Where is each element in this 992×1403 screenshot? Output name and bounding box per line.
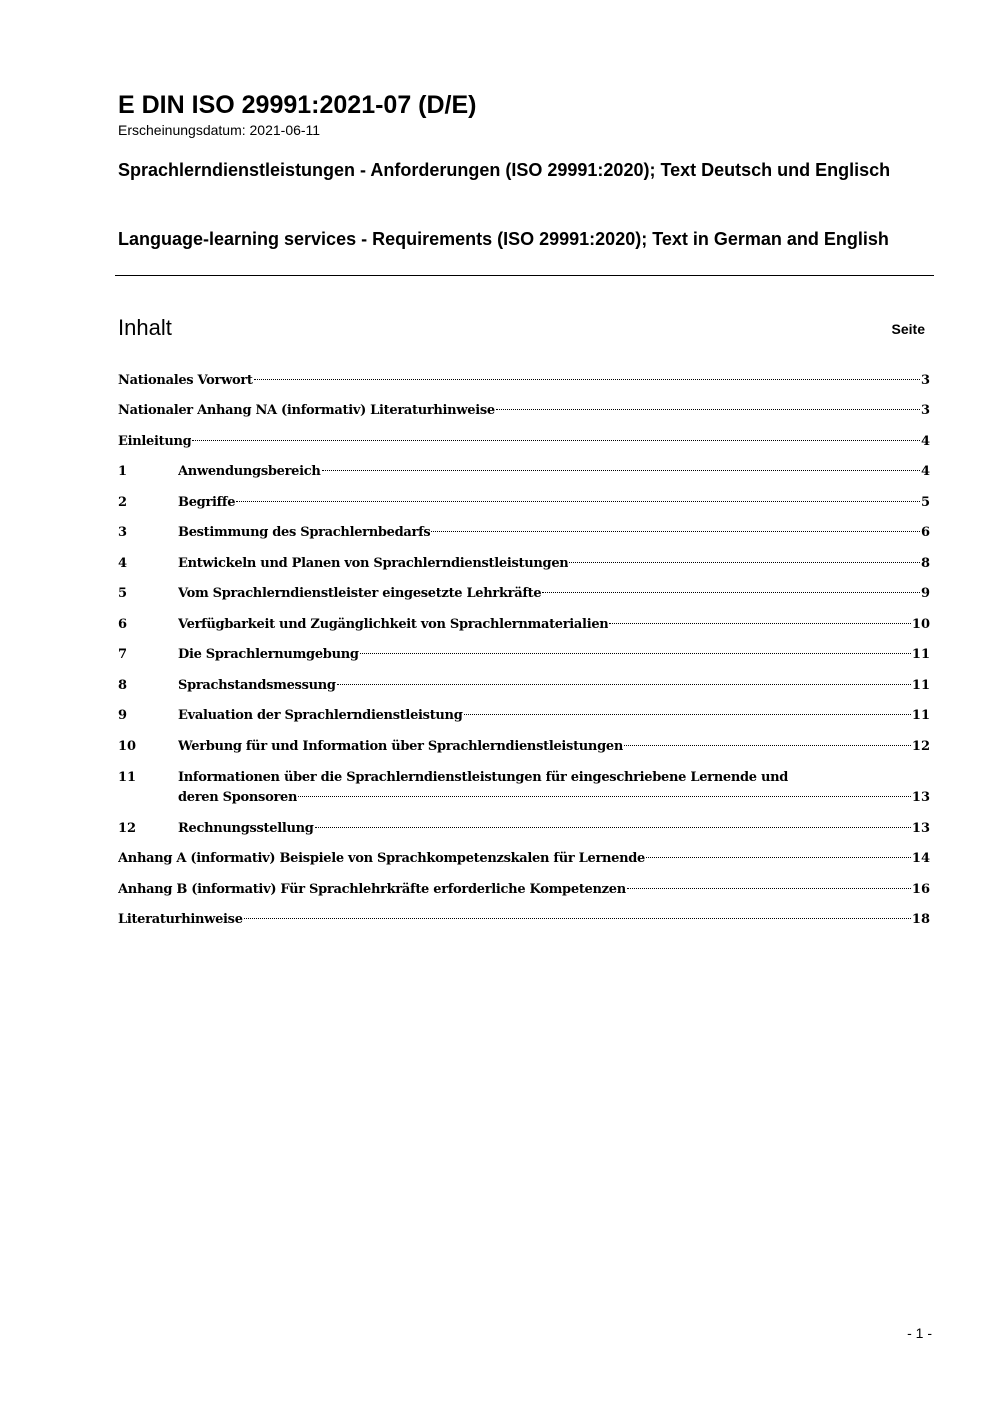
toc-leader-dots bbox=[192, 440, 920, 441]
toc-leader-dots bbox=[254, 379, 920, 380]
toc-entry-number: 8 bbox=[118, 678, 128, 693]
toc-leader-dots bbox=[464, 714, 911, 715]
toc-entry-title: Werbung für und Information über Sprachlerndienstleistungen bbox=[178, 739, 624, 754]
toc-entry-page: 3 bbox=[920, 373, 930, 388]
toc-entry-page: 4 bbox=[920, 434, 930, 449]
toc-leader-dots bbox=[431, 531, 920, 532]
toc-entry-title: Entwickeln und Planen von Sprachlerndienstleistungen bbox=[178, 556, 569, 571]
toc-entry-page: 9 bbox=[920, 586, 930, 601]
toc-entry-page: 12 bbox=[911, 739, 930, 754]
toc-entry-section-9[interactable] bbox=[118, 706, 930, 726]
toc-entry-anhang-b[interactable] bbox=[118, 880, 930, 900]
toc-entry-page: 5 bbox=[920, 495, 930, 510]
toc-entry-title-line2: deren Sponsoren bbox=[178, 790, 298, 805]
toc-entry-section-1[interactable] bbox=[118, 462, 930, 482]
toc-entry-page: 18 bbox=[911, 912, 930, 927]
toc-entry-page: 11 bbox=[911, 708, 930, 723]
toc-leader-dots bbox=[646, 857, 911, 858]
toc-entry-section-5[interactable] bbox=[118, 584, 930, 604]
toc-entry-number: 12 bbox=[118, 821, 137, 836]
toc-entry-page: 11 bbox=[911, 647, 930, 662]
toc-entry-page: 13 bbox=[911, 790, 930, 805]
toc-entry-number: 9 bbox=[118, 708, 128, 723]
toc-entry-section-2[interactable] bbox=[118, 493, 930, 513]
toc-entry-title: Begriffe bbox=[178, 495, 236, 510]
toc-leader-dots bbox=[360, 653, 911, 654]
toc-entry-title: Anhang A (informativ) Beispiele von Sprachkompetenzskalen für Lernende bbox=[118, 851, 646, 866]
toc-entry-title: Verfügbarkeit und Zugänglichkeit von Sprachlernmaterialien bbox=[178, 617, 609, 632]
toc-entry-page: 3 bbox=[920, 403, 930, 418]
toc-entry-section-12[interactable] bbox=[118, 819, 930, 839]
toc-entry-number: 7 bbox=[118, 647, 128, 662]
toc-entry-title: Anwendungsbereich bbox=[178, 464, 321, 479]
toc-entry-title: Sprachstandsmessung bbox=[178, 678, 336, 693]
toc-entry-title: Einleitung bbox=[118, 434, 192, 449]
toc-entry-title: Literaturhinweise bbox=[118, 912, 243, 927]
toc-leader-dots bbox=[322, 470, 920, 471]
toc-entry-section-7[interactable] bbox=[118, 645, 930, 665]
document-title: E DIN ISO 29991:2021-07 (D/E) bbox=[118, 91, 477, 119]
subtitle-english: Language-learning services - Requirements (ISO 29991:2020); Text in German and English bbox=[118, 229, 889, 249]
toc-entry-page: 8 bbox=[920, 556, 930, 571]
toc-entry-number: 6 bbox=[118, 617, 128, 632]
toc-leader-dots bbox=[236, 501, 920, 502]
toc-entry-section-11[interactable] bbox=[118, 768, 930, 808]
toc-entry-page: 14 bbox=[911, 851, 930, 866]
toc-entry-title: Bestimmung des Sprachlernbedarfs bbox=[178, 525, 431, 540]
toc-entry-section-4[interactable] bbox=[118, 554, 930, 574]
toc-entry-number: 3 bbox=[118, 525, 128, 540]
toc-entry-title: Die Sprachlernumgebung bbox=[178, 647, 359, 662]
toc-leader-dots bbox=[496, 409, 920, 410]
page-number: - 1 - bbox=[907, 1325, 932, 1341]
toc-leader-dots bbox=[315, 827, 911, 828]
toc-leader-dots bbox=[609, 623, 910, 624]
toc-leader-dots bbox=[569, 562, 919, 563]
toc-entry-number: 11 bbox=[118, 770, 137, 785]
toc-leader-dots bbox=[542, 592, 920, 593]
toc-entry-title: Vom Sprachlerndienstleister eingesetzte Lehrkräfte bbox=[178, 586, 542, 601]
toc-entry-page: 16 bbox=[911, 882, 930, 897]
toc-leader-dots bbox=[624, 745, 911, 746]
toc-leader-dots bbox=[337, 684, 911, 685]
toc-entry-section-8[interactable] bbox=[118, 676, 930, 696]
toc-entry-title: Rechnungsstellung bbox=[178, 821, 314, 836]
toc-entry-section-10[interactable] bbox=[118, 737, 930, 757]
toc-entry-number: 2 bbox=[118, 495, 128, 510]
toc-entry-number: 1 bbox=[118, 464, 128, 479]
toc-entry-title: Anhang B (informativ) Für Sprachlehrkräfte erforderliche Kompetenzen bbox=[118, 882, 626, 897]
toc-entry-number: 4 bbox=[118, 556, 128, 571]
toc-page-column-heading: Seite bbox=[891, 321, 925, 337]
subtitle-german: Sprachlerndienstleistungen - Anforderungen (ISO 29991:2020); Text Deutsch und Englisch bbox=[118, 160, 891, 180]
toc-leader-dots bbox=[298, 796, 911, 797]
toc-entry-page: 10 bbox=[911, 617, 930, 632]
toc-entry-number: 10 bbox=[118, 739, 137, 754]
toc-entry-number: 5 bbox=[118, 586, 128, 601]
toc-entry-literaturhinweise[interactable] bbox=[118, 910, 930, 930]
toc-entry-page: 6 bbox=[920, 525, 930, 540]
toc-entry-title: Nationaler Anhang NA (informativ) Literaturhinweise bbox=[118, 403, 495, 418]
toc-entry-page: 13 bbox=[911, 821, 930, 836]
toc-entry-page: 4 bbox=[920, 464, 930, 479]
toc-entry-page: 11 bbox=[911, 678, 930, 693]
toc-entry-einleitung[interactable] bbox=[118, 432, 930, 452]
toc-entry-title-line1: Informationen über die Sprachlerndienstleistungen für eingeschriebene Lernende und bbox=[178, 770, 789, 785]
header-divider bbox=[115, 275, 934, 276]
toc-entry-title: Nationales Vorwort bbox=[118, 373, 253, 388]
publication-date: Erscheinungsdatum: 2021-06-11 bbox=[118, 122, 321, 138]
toc-entry-title: Evaluation der Sprachlerndienstleistung bbox=[178, 708, 463, 723]
toc-leader-dots bbox=[627, 888, 911, 889]
toc-entry-nationaler-anhang[interactable] bbox=[118, 401, 930, 421]
toc-entry-section-3[interactable] bbox=[118, 523, 930, 543]
toc-heading: Inhalt bbox=[118, 315, 172, 340]
toc-leader-dots bbox=[244, 918, 911, 919]
toc-entry-nationales-vorwort[interactable] bbox=[118, 371, 930, 391]
toc-entry-section-6[interactable] bbox=[118, 615, 930, 635]
toc-entry-anhang-a[interactable] bbox=[118, 849, 930, 869]
